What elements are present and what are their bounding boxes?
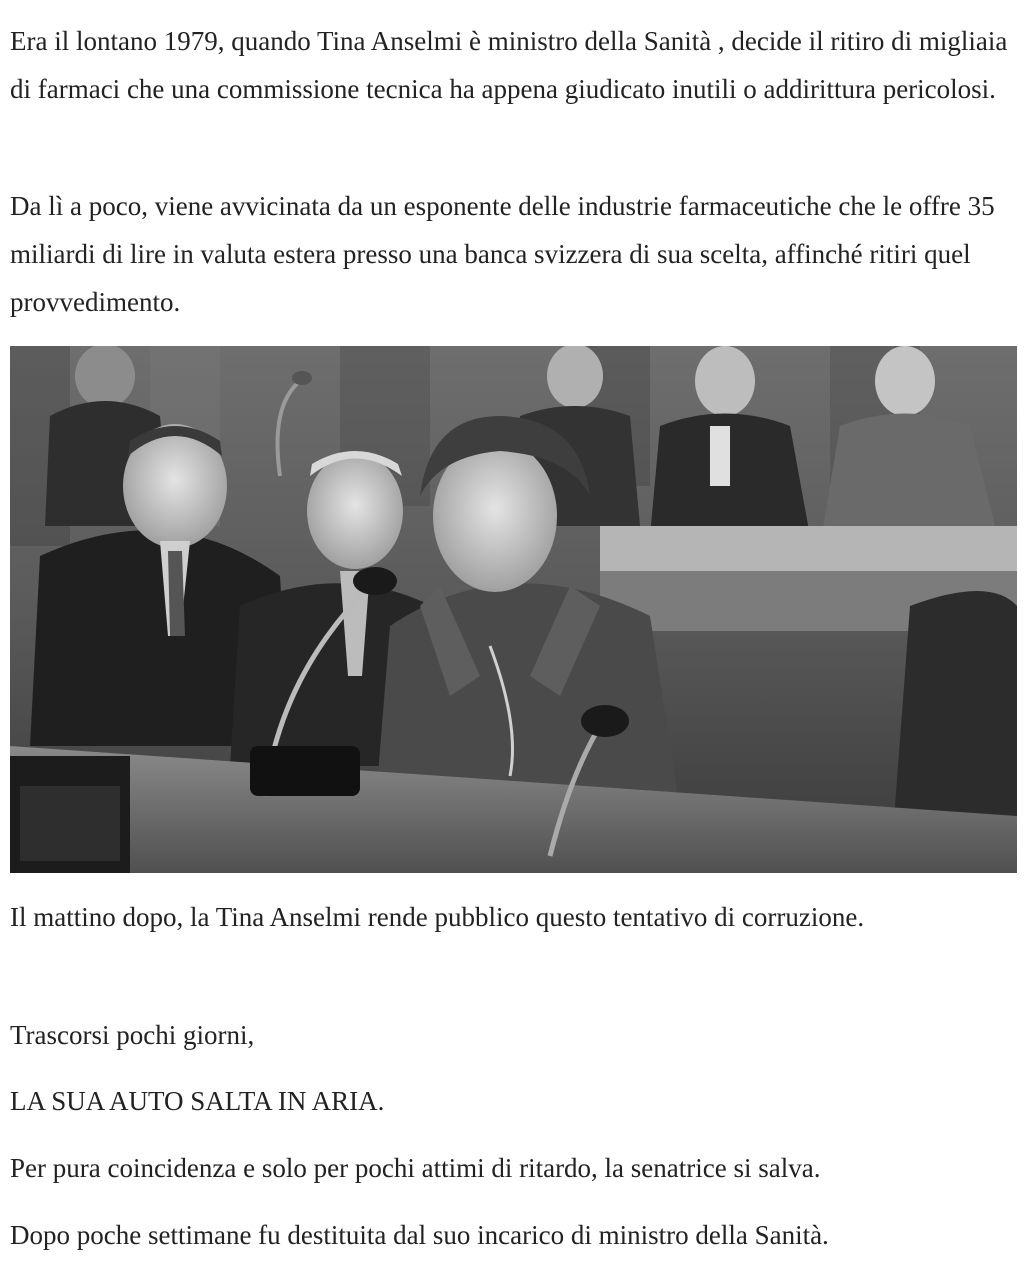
paragraph-survival: Per pura coincidenza e solo per pochi attimi di ritardo, la senatrice si salva. — [10, 1153, 821, 1183]
paragraph-public-disclosure: Il mattino dopo, la Tina Anselmi rende pubblico questo tentativo di corruzione. — [10, 902, 865, 932]
back-bench — [600, 526, 1017, 571]
paragraph-car-explosion: LA SUA AUTO SALTA IN ARIA. — [10, 1086, 385, 1116]
article-photo — [10, 346, 1017, 873]
paragraph-bribe-offer: Da lì a poco, viene avvicinata da un esponente delle industrie farmaceutiche che le offre 35 miliardi di lire in valuta estera presso una banca svizzera di sua scelta, affinché ritiri quel provvedimento. — [10, 191, 995, 317]
paragraph-dismissal: Dopo poche settimane fu destituita dal suo incarico di ministro della Sanità. — [10, 1220, 829, 1250]
paragraph-intro: Era il lontano 1979, quando Tina Anselmi è ministro della Sanità , decide il ritiro di migliaia di farmaci che una commissione tecnica ha appena giudicato inutili o addirittura pericolosi. — [10, 26, 1008, 104]
paragraph-few-days: Trascorsi pochi giorni, — [10, 1020, 255, 1050]
radio-device — [10, 756, 130, 873]
photo-illustration — [10, 346, 1017, 873]
